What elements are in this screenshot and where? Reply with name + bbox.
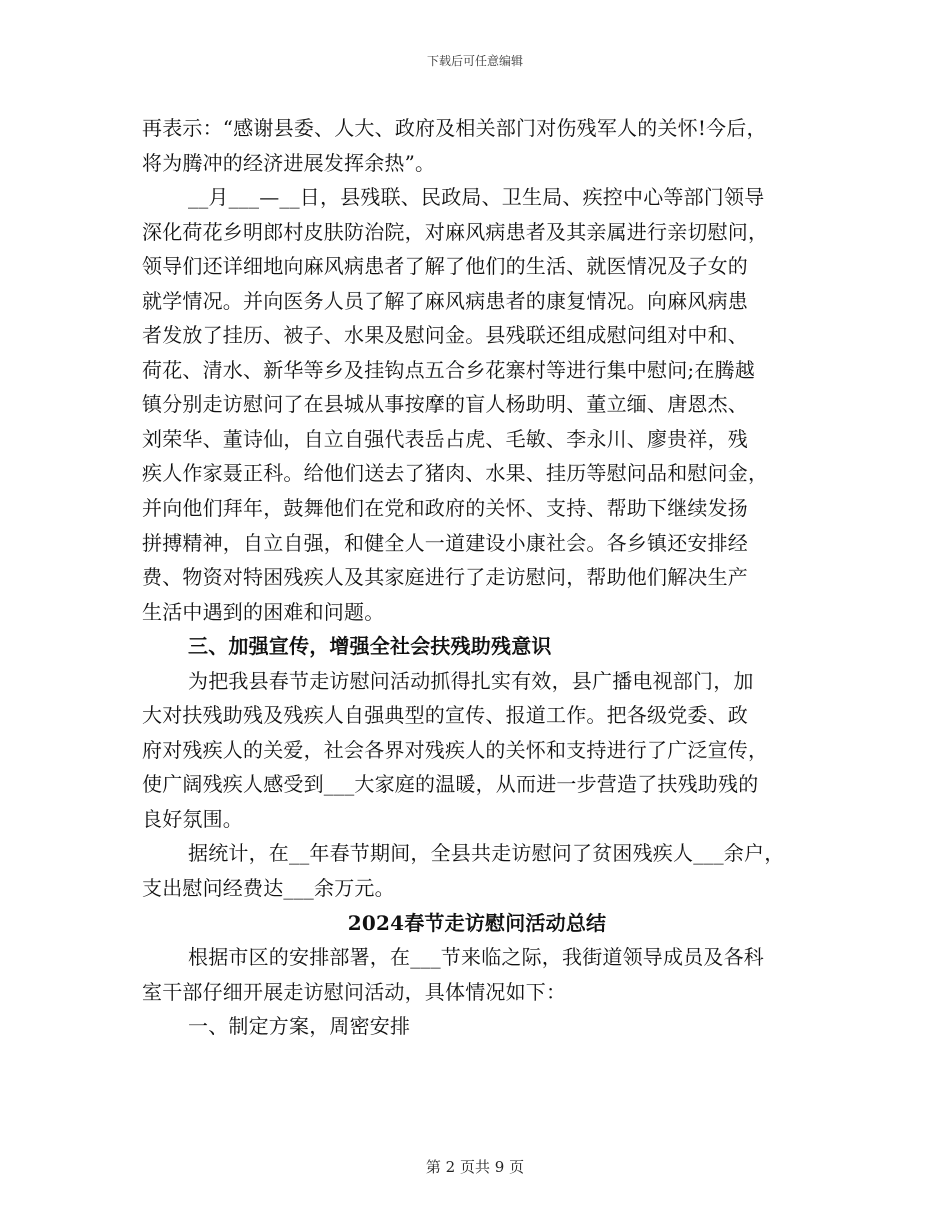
text-line: 使广阔残疾人感受到___大家庭的温暖，从而进一步营造了扶残助残的 xyxy=(142,772,759,797)
text-line: 将为腾冲的经济进展发挥余热”。 xyxy=(142,150,436,175)
document-title: 2024春节走访慰问活动总结 xyxy=(347,910,607,935)
text-line: 深化荷花乡明郎村皮肤防治院，对麻风病患者及其亲属进行亲切慰问， xyxy=(142,219,769,244)
text-line: 刘荣华、董诗仙，自立自强代表岳占虎、毛敏、李永川、廖贵祥，残 xyxy=(142,426,748,451)
text-line: 府对残疾人的关爱，社会各界对残疾人的关怀和支持进行了广泛宣传， xyxy=(142,737,769,762)
text-line: 费、物资对特困残疾人及其家庭进行了走访慰问，帮助他们解决生产 xyxy=(142,565,748,590)
text-line: 生活中遇到的困难和问题。 xyxy=(142,599,385,624)
text-line: 就学情况。并向医务人员了解了麻风病患者的康复情况。向麻风病患 xyxy=(142,288,748,313)
text-line: 拼搏精神，自立自强，和健全人一道建设小康社会。各乡镇还安排经 xyxy=(142,530,748,555)
page-header: 下载后可任意编辑 xyxy=(426,54,523,68)
text-line: 根据市区的安排部署，在___节来临之际，我街道领导成员及各科 xyxy=(188,945,764,970)
text-line: 镇分别走访慰问了在县城从事按摩的盲人杨助明、董立缅、唐恩杰、 xyxy=(142,392,748,417)
text-line: 再表示：“感谢县委、人大、政府及相关部门对伤残军人的关怀!今后， xyxy=(142,116,767,140)
text-line: 疾人作家聂正科。给他们送去了猪肉、水果、挂历等慰问品和慰问金， xyxy=(142,461,769,486)
text-line: 者发放了挂历、被子、水果及慰问金。县残联还组成慰问组对中和、 xyxy=(142,323,748,348)
text-line: __月___—__日，县残联、民政局、卫生局、疾控中心等部门领导 xyxy=(188,185,765,210)
text-line: 荷花、清水、新华等乡及挂钩点五合乡花寨村等进行集中慰问;在腾越 xyxy=(142,357,755,382)
page-footer: 第 2 页共 9 页 xyxy=(425,1158,525,1176)
text-line: 为把我县春节走访慰问活动抓得扎实有效，县广播电视部门，加 xyxy=(188,668,754,693)
text-line: 并向他们拜年，鼓舞他们在党和政府的关怀、支持、帮助下继续发扬 xyxy=(142,496,748,521)
text-line: 一、制定方案，周密安排 xyxy=(188,1014,411,1039)
text-line: 支出慰问经费达___余万元。 xyxy=(142,876,395,901)
text-line: 大对扶残助残及残疾人自强典型的宣传、报道工作。把各级党委、政 xyxy=(142,703,748,728)
section-heading: 三、加强宣传，增强全社会扶残助残意识 xyxy=(188,634,552,659)
text-line: 领导们还详细地向麻风病患者了解了他们的生活、就医情况及子女的 xyxy=(142,254,748,279)
text-line: 据统计，在__年春节期间，全县共走访慰问了贫困残疾人___余户， xyxy=(188,841,785,866)
document-body xyxy=(142,111,812,1044)
text-line: 室干部仔细开展走访慰问活动，具体情况如下： xyxy=(142,979,567,1004)
text-line: 良好氛围。 xyxy=(142,806,243,831)
